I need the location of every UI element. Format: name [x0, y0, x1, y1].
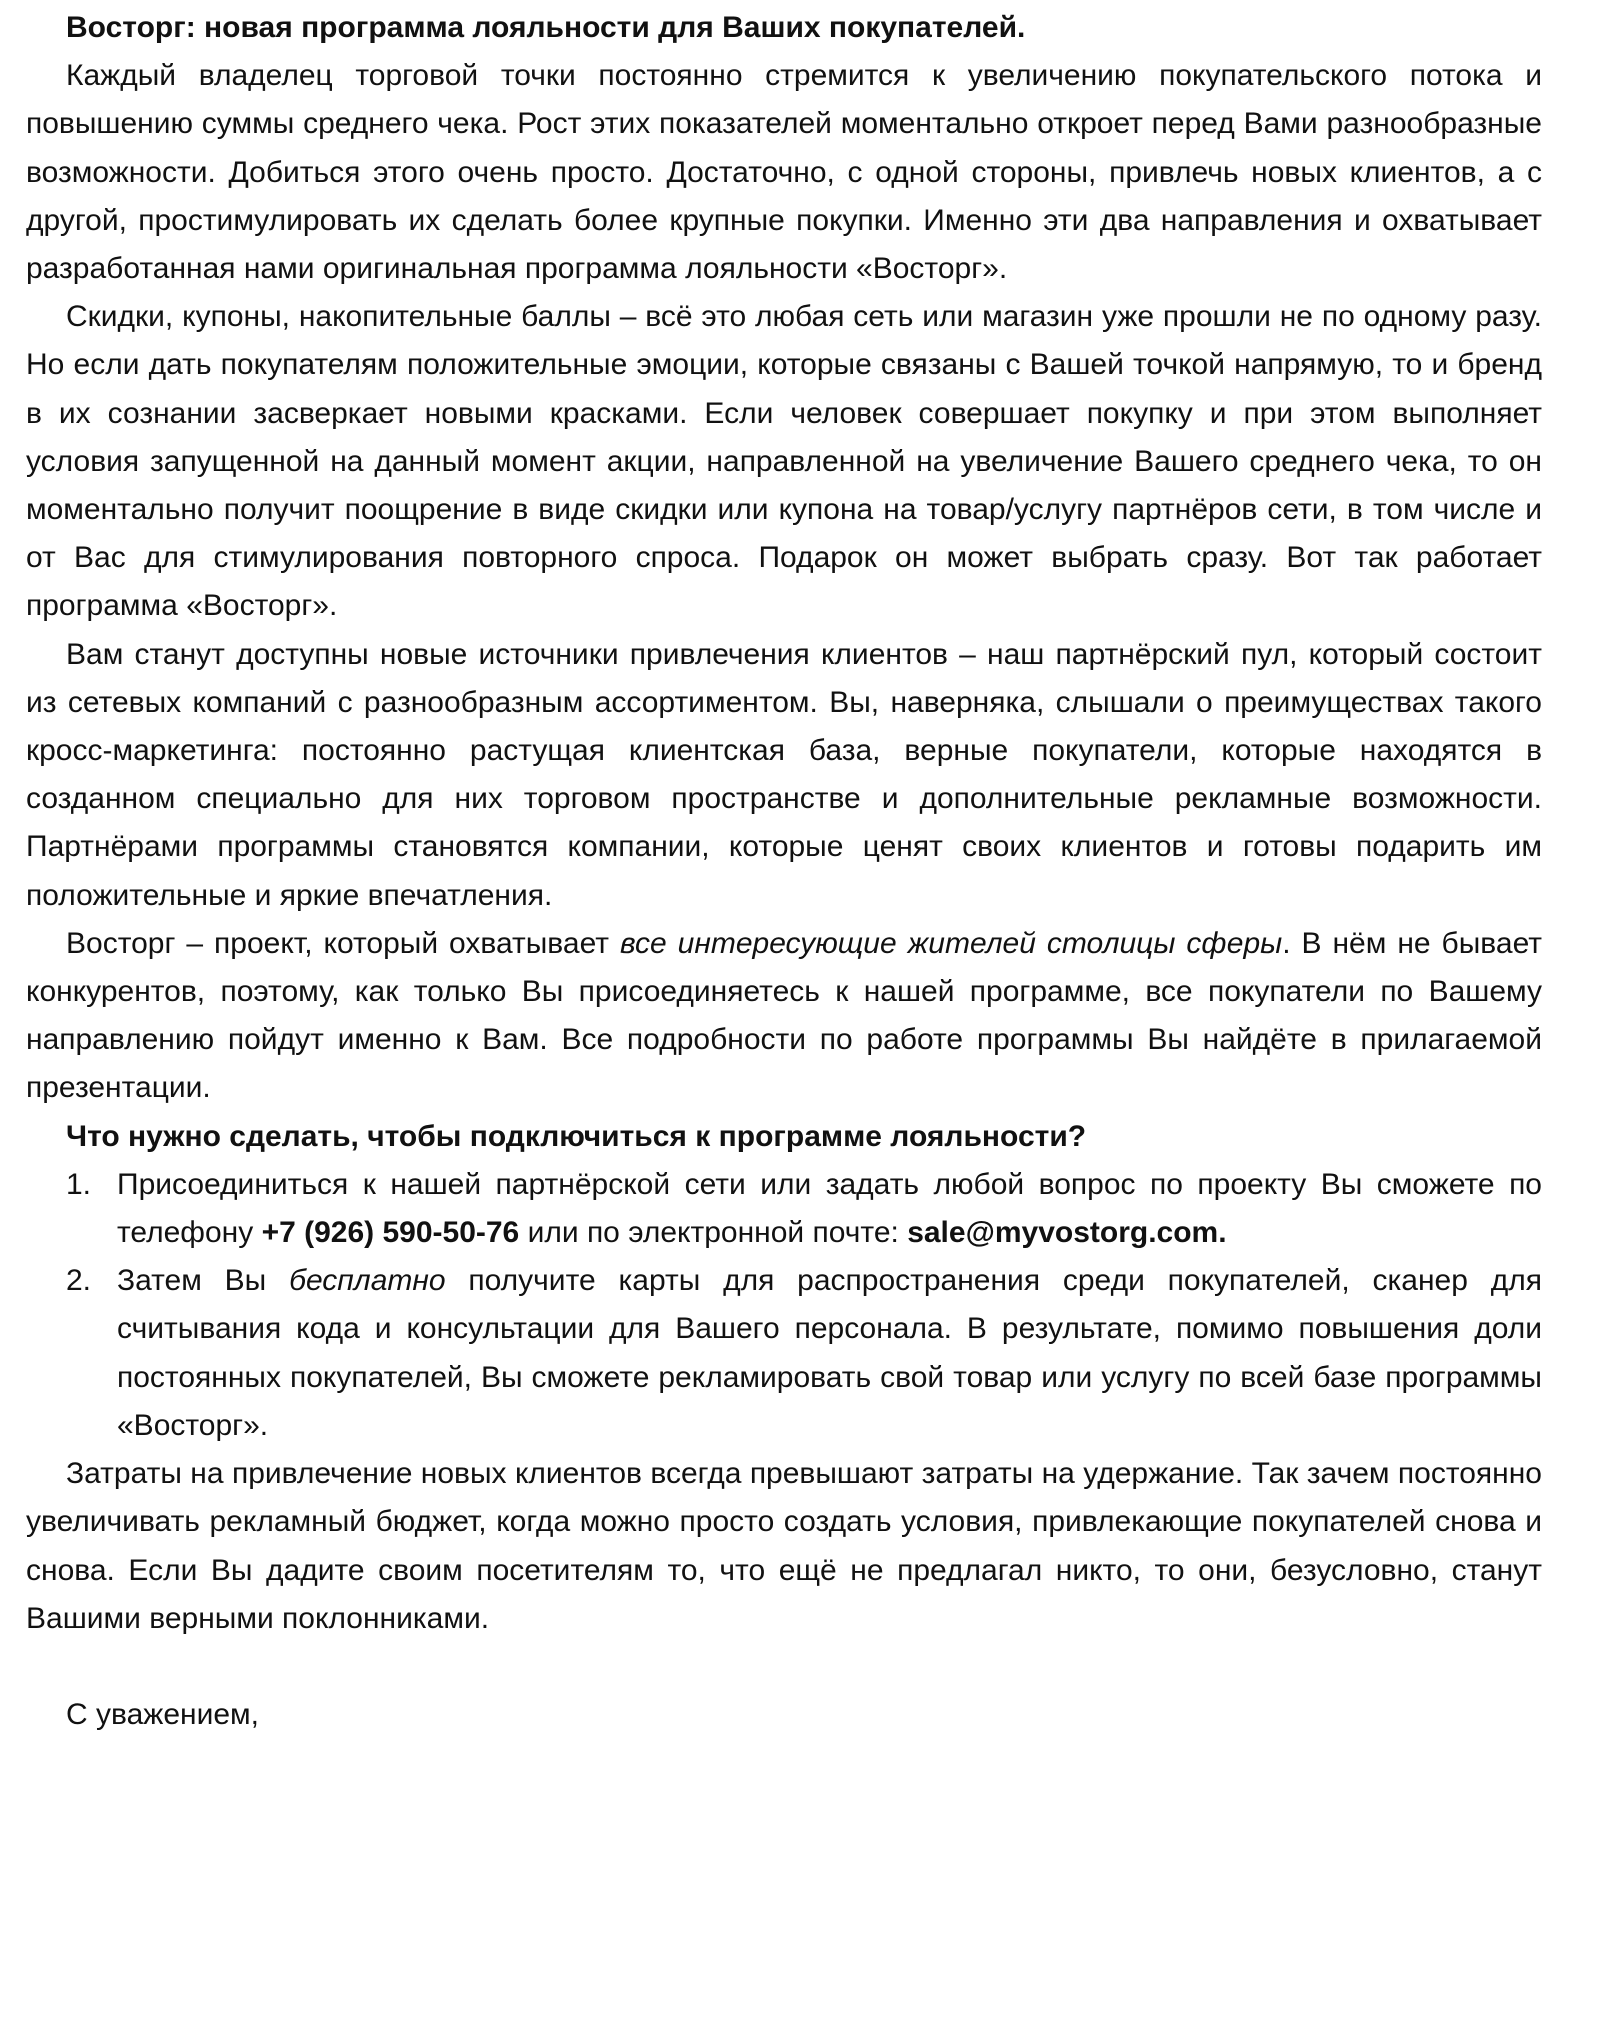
document-title: Восторг: новая программа лояльности для Ваших покупателей.: [66, 11, 1026, 44]
phone-number: +7 (926) 590-50-76: [261, 1216, 520, 1250]
list-item-number: 2.: [66, 1264, 92, 1298]
closing-salutation: С уважением,: [66, 1698, 260, 1732]
paragraph-project-text-end: . В нём не бывает конкурентов, поэтому, как только Вы присоединяетесь к нашей программе, все покупатели по Вашему направлению пойдут именно к Вам. Все подробности по работе программы Вы найдёте в прилагаемой презентации.: [26, 926, 1543, 1105]
letter-document: [26, 4, 1542, 1739]
paragraph-project-italic: все интересующие жителей столицы сферы: [620, 926, 1283, 960]
list-item-number: 1.: [66, 1167, 92, 1201]
list-item: [26, 1257, 1542, 1450]
steps-list: [26, 1161, 1542, 1450]
paragraph-partners: Вам станут доступны новые источники привлечения клиентов – наш партнёрский пул, который состоит из сетевых компаний с разнообразным ассортиментом. Вы, наверняка, слышали о преимуществах такого кросс-маркетинга: постоянно растущая клиентская база, верные покупатели, которые находятся в созданном специально для них торговом пространстве и дополнительные рекламные возможности. Партнёрами программы становятся компании, которые ценят своих клиентов и готовы подарить им положительные и яркие впечатления.: [26, 637, 1542, 912]
paragraph-intro: Каждый владелец торговой точки постоянно стремится к увеличению покупательского потока и повышению суммы среднего чека. Рост этих показателей моментально откроет перед Вами разнообразные возможности. Добиться этого очень просто. Достаточно, с одной стороны, привлечь новых клиентов, а с другой, простимулировать их сделать более крупные покупки. Именно эти два направления и охватывает разработанная нами оригинальная программа лояльности «Восторг».: [26, 59, 1542, 286]
step-text-end: получите карты для распространения среди покупателей, сканер для считывания кода и консультации для Вашего персонала. В результате, помимо повышения доли постоянных покупателей, Вы сможете рекламировать свой товар или услугу по всей базе программы «Восторг».: [117, 1264, 1542, 1442]
step-text-start: Затем Вы: [117, 1264, 290, 1298]
step-text-start: Присоединиться к нашей партнёрской сети или задать любой вопрос по проекту Вы сможете по телефону: [117, 1167, 1542, 1250]
steps-heading: Что нужно сделать, чтобы подключиться к программе лояльности?: [66, 1119, 1087, 1153]
email-address: sale@myvostorg.com.: [907, 1216, 1227, 1250]
blank-line: [26, 1643, 1542, 1691]
step-italic: бесплатно: [289, 1264, 446, 1298]
paragraph-project: [26, 920, 1542, 1113]
paragraph-project-text-start: Восторг – проект, который охватывает: [66, 926, 620, 960]
list-item: [26, 1161, 1542, 1257]
paragraph-conclusion: Затраты на привлечение новых клиентов всегда превышают затраты на удержание. Так зачем постоянно увеличивать рекламный бюджет, когда можно просто создать условия, привлекающие покупателей снова и снова. Если Вы дадите своим посетителям то, что ещё не предлагал никто, то они, безусловно, станут Вашими верными поклонниками.: [26, 1457, 1542, 1635]
step-text-middle: или по электронной почте:: [519, 1216, 908, 1250]
paragraph-emotions: Скидки, купоны, накопительные баллы – всё это любая сеть или магазин уже прошли не по одному разу. Но если дать покупателям положительные эмоции, которые связаны с Вашей точкой напрямую, то и бренд в их сознании засверкает новыми красками. Если человек совершает покупку и при этом выполняет условия запущенной на данный момент акции, направленной на увеличение Вашего среднего чека, то он моментально получит поощрение в виде скидки или купона на товар/услугу партнёров сети, в том числе и от Вас для стимулирования повторного спроса. Подарок он может выбрать сразу. Вот так работает программа «Восторг».: [26, 300, 1542, 623]
